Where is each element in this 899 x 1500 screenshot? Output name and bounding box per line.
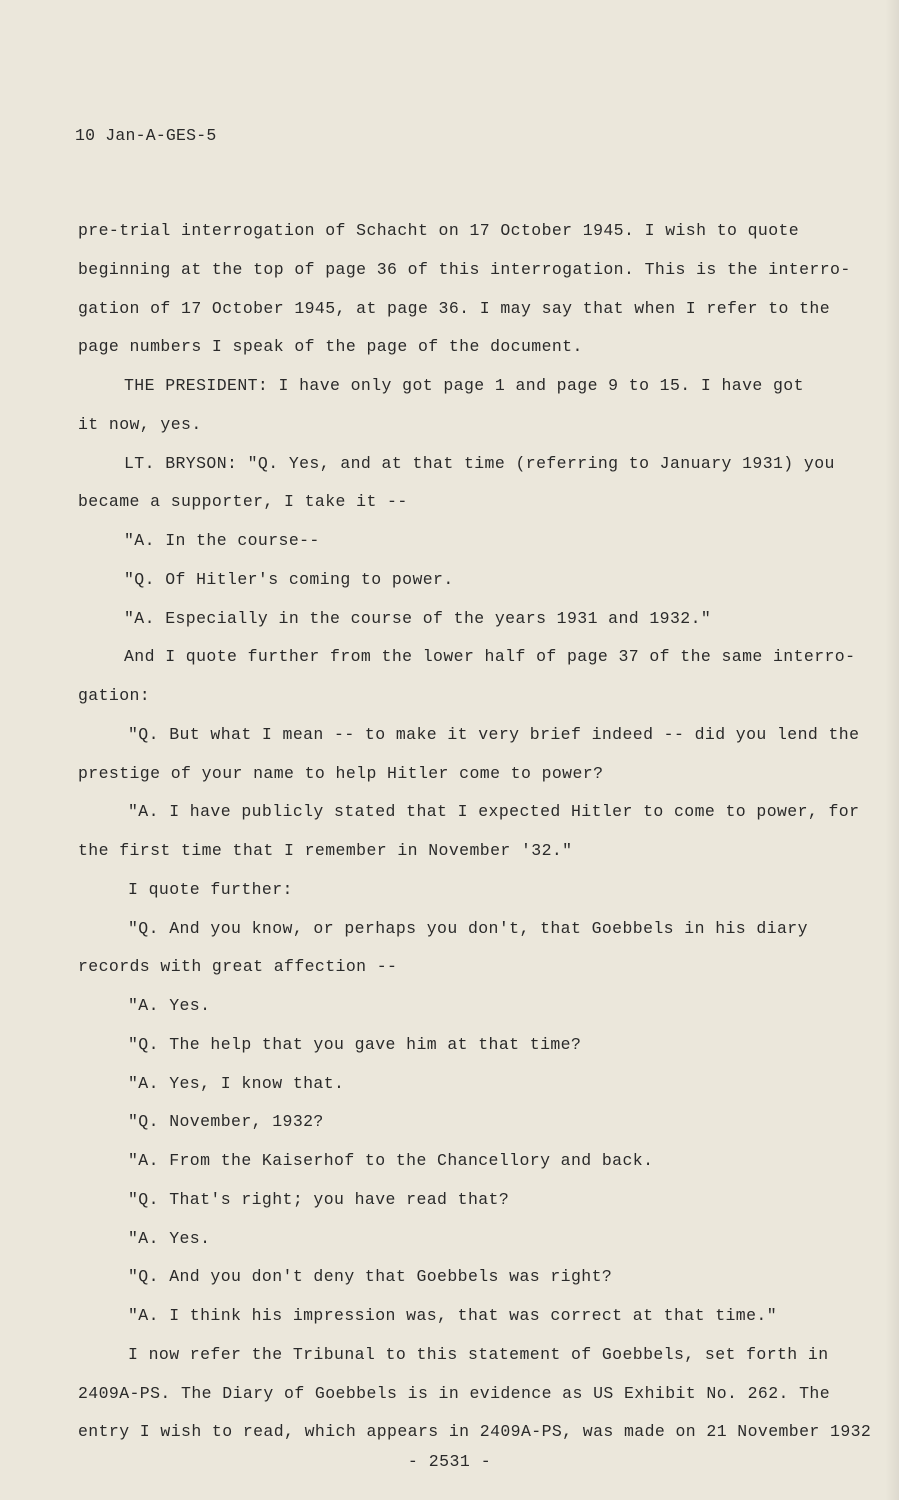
transcript-line: 2409A-PS. The Diary of Goebbels is in evidence as US Exhibit No. 262. The (78, 1383, 831, 1403)
transcript-line: "Q. Of Hitler's coming to power. (124, 569, 454, 589)
transcript-line: "Q. But what I mean -- to make it very brief indeed -- did you lend the (128, 724, 860, 744)
transcript-line: "A. In the course-- (124, 531, 320, 550)
transcript-line: gation of 17 October 1945, at page 36. I may say that when I refer to the (78, 298, 831, 318)
transcript-line: "A. Yes. (128, 1228, 211, 1248)
transcript-line: I quote further: (128, 879, 293, 899)
transcript-line: entry I wish to read, which appears in 2409A-PS, was made on 21 November 1932 (78, 1422, 872, 1442)
transcript-line: "A. I think his impression was, that was correct at that time." (128, 1306, 778, 1325)
transcript-line: pre-trial interrogation of Schacht on 17 October 1945. I wish to quote (78, 221, 800, 240)
page-number: - 2531 - (407, 1452, 492, 1471)
transcript-line: became a supporter, I take it -- (78, 492, 408, 512)
document-reference: 10 Jan-A-GES-5 (75, 126, 217, 145)
transcript-line: prestige of your name to help Hitler come to power? (78, 763, 604, 783)
transcript-line: "A. Especially in the course of the years 1931 and 1932." (124, 608, 712, 628)
transcript-line: I now refer the Tribunal to this statement of Goebbels, set forth in (128, 1344, 829, 1364)
transcript-line: "A. I have publicly stated that I expected Hitler to come to power, for (128, 802, 860, 822)
page-edge-shadow (885, 0, 899, 1500)
transcript-line: THE PRESIDENT: I have only got page 1 and page 9 to 15. I have got (124, 376, 804, 395)
transcript-line: LT. BRYSON: "Q. Yes, and at that time (referring to January 1931) you (124, 453, 835, 473)
transcript-line: page numbers I speak of the page of the document. (78, 337, 583, 357)
transcript-line: "A. From the Kaiserhof to the Chancellory and back. (128, 1151, 654, 1170)
transcript-line: "A. Yes, I know that. (128, 1073, 345, 1093)
transcript-line: "Q. November, 1932? (128, 1112, 324, 1132)
transcript-line: records with great affection -- (78, 957, 398, 977)
transcript-line: the first time that I remember in November '32." (78, 841, 573, 860)
transcript-line: "Q. And you know, or perhaps you don't, that Goebbels in his diary (128, 918, 808, 938)
transcript-line: And I quote further from the lower half of page 37 of the same interro- (124, 647, 856, 667)
transcript-line: it now, yes. (78, 414, 202, 434)
transcript-line: "Q. That's right; you have read that? (128, 1189, 510, 1209)
transcript-line: beginning at the top of page 36 of this interrogation. This is the interro- (78, 259, 851, 279)
transcript-line: "A. Yes. (128, 996, 211, 1015)
transcript-line: gation: (78, 686, 151, 705)
transcript-line: "Q. And you don't deny that Goebbels was right? (128, 1267, 613, 1287)
transcript-line: "Q. The help that you gave him at that time? (128, 1034, 582, 1054)
